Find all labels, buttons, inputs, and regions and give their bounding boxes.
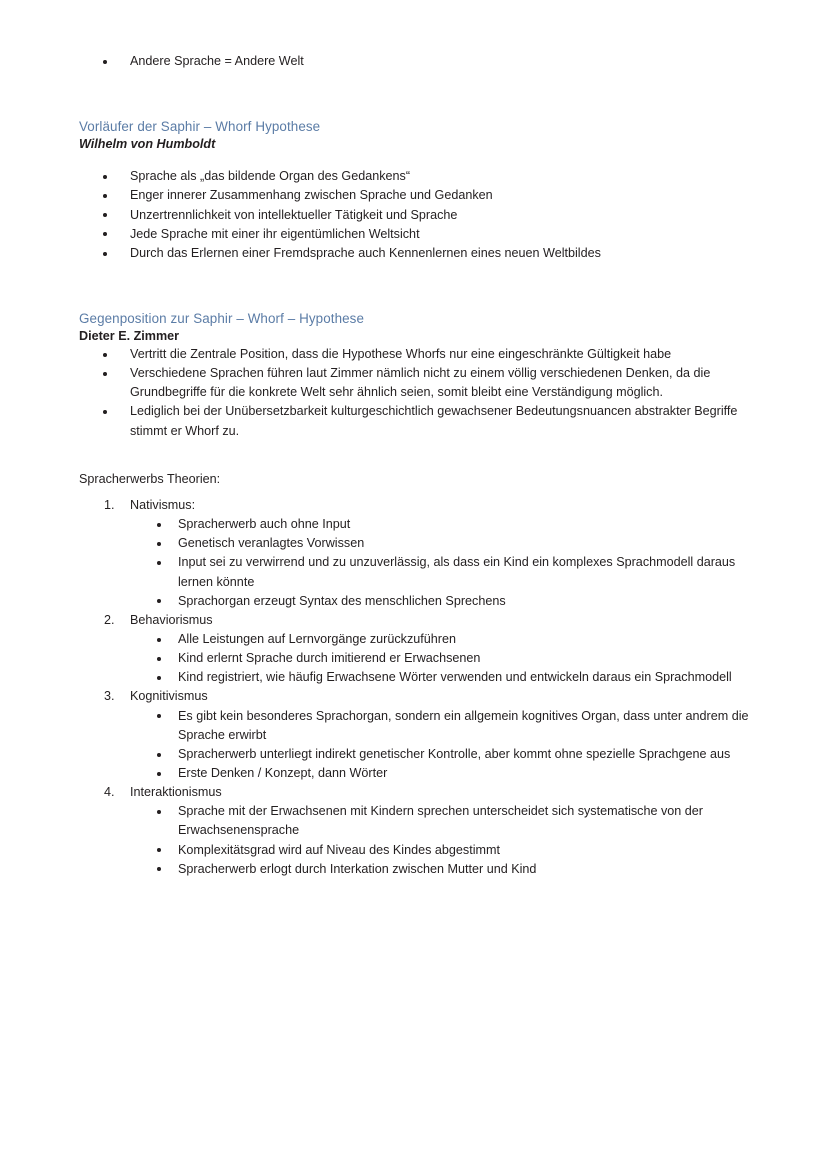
list-number: 4. [104,785,115,800]
list-item [178,860,769,879]
section-heading: Vorläufer der Saphir – Whorf Hypothese [79,119,321,135]
list-item-text: Spracherwerb erlogt durch Interkation zwischen Mutter und Kind [178,861,537,876]
theories-numbered-list [79,496,769,879]
list-item-text: Jede Sprache mit einer ihr eigentümlichen Weltsicht [130,226,420,241]
list-item [130,186,769,205]
theory-point-list [130,802,769,879]
theory-title: Nativismus: [130,497,196,512]
bullet-dot-icon [157,867,161,871]
list-item [130,167,769,186]
theory-title: Behaviorismus [130,612,213,627]
list-item-text: Andere Sprache = Andere Welt [130,54,304,68]
intro-spacer [79,488,769,496]
list-item-text: Lediglich bei der Unübersetzbarkeit kulturgeschichtlich gewachsener Bedeutungsnuancen abstrakter Begriffe stimmt er Whorf zu. [130,404,738,438]
list-item [178,745,769,764]
list-item-text: Spracherwerb unterliegt indirekt genetischer Kontrolle, aber kommt ohne spezielle Sprachgene aus [178,746,731,761]
theory-title: Kognitivismus [130,689,208,704]
list-item [178,592,769,611]
list-number: 3. [104,689,115,704]
list-item-text: Vertritt die Zentrale Position, dass die Hypothese Whorfs nur eine eingeschränkte Gültigkeit habe [130,347,672,362]
theory-point-list [130,707,769,784]
list-item [178,553,769,591]
bullet-dot-icon [157,676,161,680]
heading-spacer [79,153,769,167]
list-number: 2. [104,612,115,627]
bullet-dot-icon [157,810,161,814]
list-item [178,841,769,860]
list-number: 1. [104,497,115,512]
list-item [130,364,769,402]
zimmer-bullet-list [79,345,769,441]
list-item-text: Unzertrennlichkeit von intellektueller Tätigkeit und Sprache [130,207,458,222]
bullet-dot-icon [103,213,107,217]
list-item-text: Es gibt kein besonderes Sprachorgan, sondern ein allgemein kognitives Organ, dass unter andrem die Sprache erwirbt [178,708,749,742]
bullet-dot-icon [103,175,107,179]
bullet-dot-icon [103,194,107,198]
top-bullet-list [79,52,769,71]
theories-intro-label: Spracherwerbs Theorien: [79,471,221,486]
list-item [178,707,769,745]
list-item [130,244,769,263]
document-body [79,52,769,879]
bullet-dot-icon [157,599,161,603]
list-item [130,402,769,440]
theory-point-list [130,630,769,687]
theory-item-nativismus [104,496,769,611]
list-item-text: Verschiedene Sprachen führen laut Zimmer nämlich nicht zu einem völlig verschiedenen Denken, da die Grundbegriffe für die konkrete Welt sehr ähnlich seien, somit bleibt eine Verständigung möglich. [130,366,711,400]
list-item-text: Input sei zu verwirrend und zu unzuverlässig, als dass ein Kind ein komplexes Sprachmodell daraus lernen könnte [178,555,736,589]
list-item-text: Sprache mit der Erwachsenen mit Kindern sprechen unterscheidet sich systematische von der Erwachsenensprache [178,804,703,838]
humboldt-bullet-list [79,167,769,263]
list-item-text: Sprache als „das bildende Organ des Gedankens“ [130,169,411,184]
bullet-dot-icon [157,714,161,718]
bullet-dot-icon [103,353,107,357]
bullet-dot-icon [157,657,161,661]
list-item-text: Alle Leistungen auf Lernvorgänge zurückzuführen [178,631,456,646]
section-spacer [79,441,769,470]
section-author: Dieter E. Zimmer [79,329,180,344]
list-item-text: Kind erlernt Sprache durch imitierend er Erwachsenen [178,651,481,666]
bullet-dot-icon [103,60,107,64]
list-item [178,802,769,840]
list-item-text: Durch das Erlernen einer Fremdsprache auch Kennenlernen eines neuen Weltbildes [130,245,601,260]
bullet-dot-icon [157,561,161,565]
list-item-text: Genetisch veranlagtes Vorwissen [178,536,365,551]
theory-item-behaviorismus [104,611,769,688]
list-item [130,52,769,71]
section-spacer [79,71,769,118]
bullet-dot-icon [103,252,107,256]
bullet-dot-icon [157,523,161,527]
bullet-dot-icon [103,372,107,376]
list-item [178,668,769,687]
list-item [178,649,769,668]
list-item [130,225,769,244]
list-item-text: Sprachorgan erzeugt Syntax des menschlichen Sprechens [178,593,506,608]
list-item-text: Kind registriert, wie häufig Erwachsene Wörter verwenden und entwickeln daraus ein Sprachmodell [178,670,732,685]
bullet-dot-icon [103,410,107,414]
list-item-text: Erste Denken / Konzept, dann Wörter [178,765,388,780]
section-author: Wilhelm von Humboldt [79,137,216,152]
theory-point-list [130,515,769,611]
section-heading: Gegenposition zur Saphir – Whorf – Hypothese [79,310,365,326]
bullet-dot-icon [157,753,161,757]
list-item [178,534,769,553]
section-spacer [79,263,769,310]
list-item [130,345,769,364]
list-item-text: Komplexitätsgrad wird auf Niveau des Kindes abgestimmt [178,842,500,857]
bullet-dot-icon [103,232,107,236]
list-item [178,630,769,649]
theory-item-interaktionismus [104,783,769,879]
list-item-text: Spracherwerb auch ohne Input [178,517,351,532]
list-item [178,764,769,783]
bullet-dot-icon [157,772,161,776]
section-gegenposition [79,310,769,441]
list-item [130,206,769,225]
list-item-text: Enger innerer Zusammenhang zwischen Sprache und Gedanken [130,188,493,203]
theory-item-kognitivismus [104,687,769,783]
bullet-dot-icon [157,542,161,546]
bullet-dot-icon [157,848,161,852]
list-item [178,515,769,534]
section-vorlaeufer [79,118,769,263]
theory-title: Interaktionismus [130,785,222,800]
bullet-dot-icon [157,638,161,642]
